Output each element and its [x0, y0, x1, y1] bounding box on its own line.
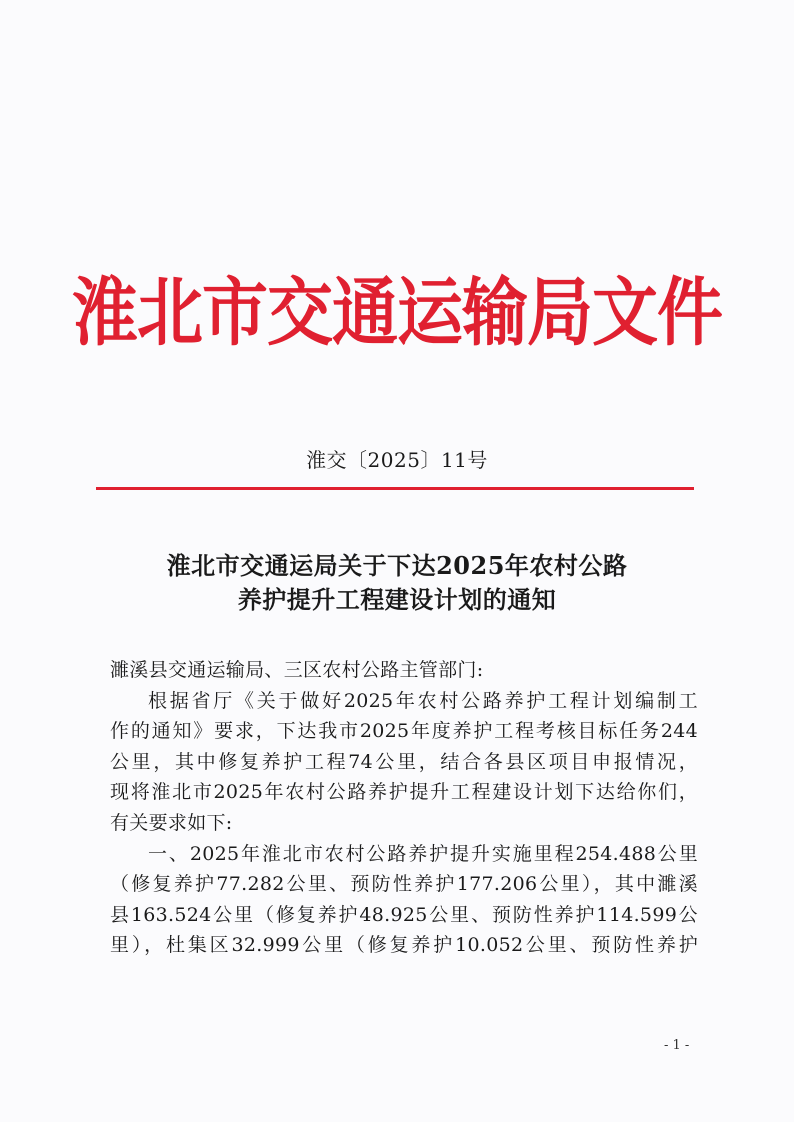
paragraph-2-line-3: 县163.524公里（修复养护48.925公里、预防性养护114.599公: [110, 903, 698, 926]
page-number: - 1 -: [664, 1038, 690, 1053]
salutation: 濉溪县交通运输局、三区农村公路主管部门:: [110, 659, 484, 681]
document-header-title: 淮北市交通运输局文件: [72, 269, 722, 357]
red-divider-rule: [96, 487, 694, 490]
paragraph-2-line-2: （修复养护77.282公里、预防性养护177.206公里），其中濉溪: [110, 873, 698, 896]
paragraph-1-line-2: 作的通知》要求，下达我市2025年度养护工程考核目标任务244: [110, 720, 698, 743]
paragraph-2-line-4: 里），杜集区32.999公里（修复养护10.052公里、预防性养护: [110, 934, 698, 957]
document-number: 淮交〔2025〕11号: [306, 448, 488, 472]
paragraph-1-line-3: 公里，其中修复养护工程74公里，结合各县区项目申报情况，: [110, 750, 698, 773]
paragraph-1-line-5: 有关要求如下:: [110, 811, 233, 834]
paragraph-2-line-1: 一、2025年淮北市农村公路养护提升实施里程254.488公里: [148, 842, 698, 865]
paragraph-1-line-1: 根据省厅《关于做好2025年农村公路养护工程计划编制工: [148, 689, 698, 712]
notice-title-line-2: 养护提升工程建设计划的通知: [237, 585, 557, 614]
paragraph-1-line-4: 现将淮北市2025年农村公路养护提升工程建设计划下达给你们，: [110, 781, 698, 804]
notice-body: [110, 655, 698, 961]
notice-title: [0, 549, 794, 617]
notice-title-line-1: 淮北市交通运局关于下达2025年农村公路: [166, 551, 628, 580]
